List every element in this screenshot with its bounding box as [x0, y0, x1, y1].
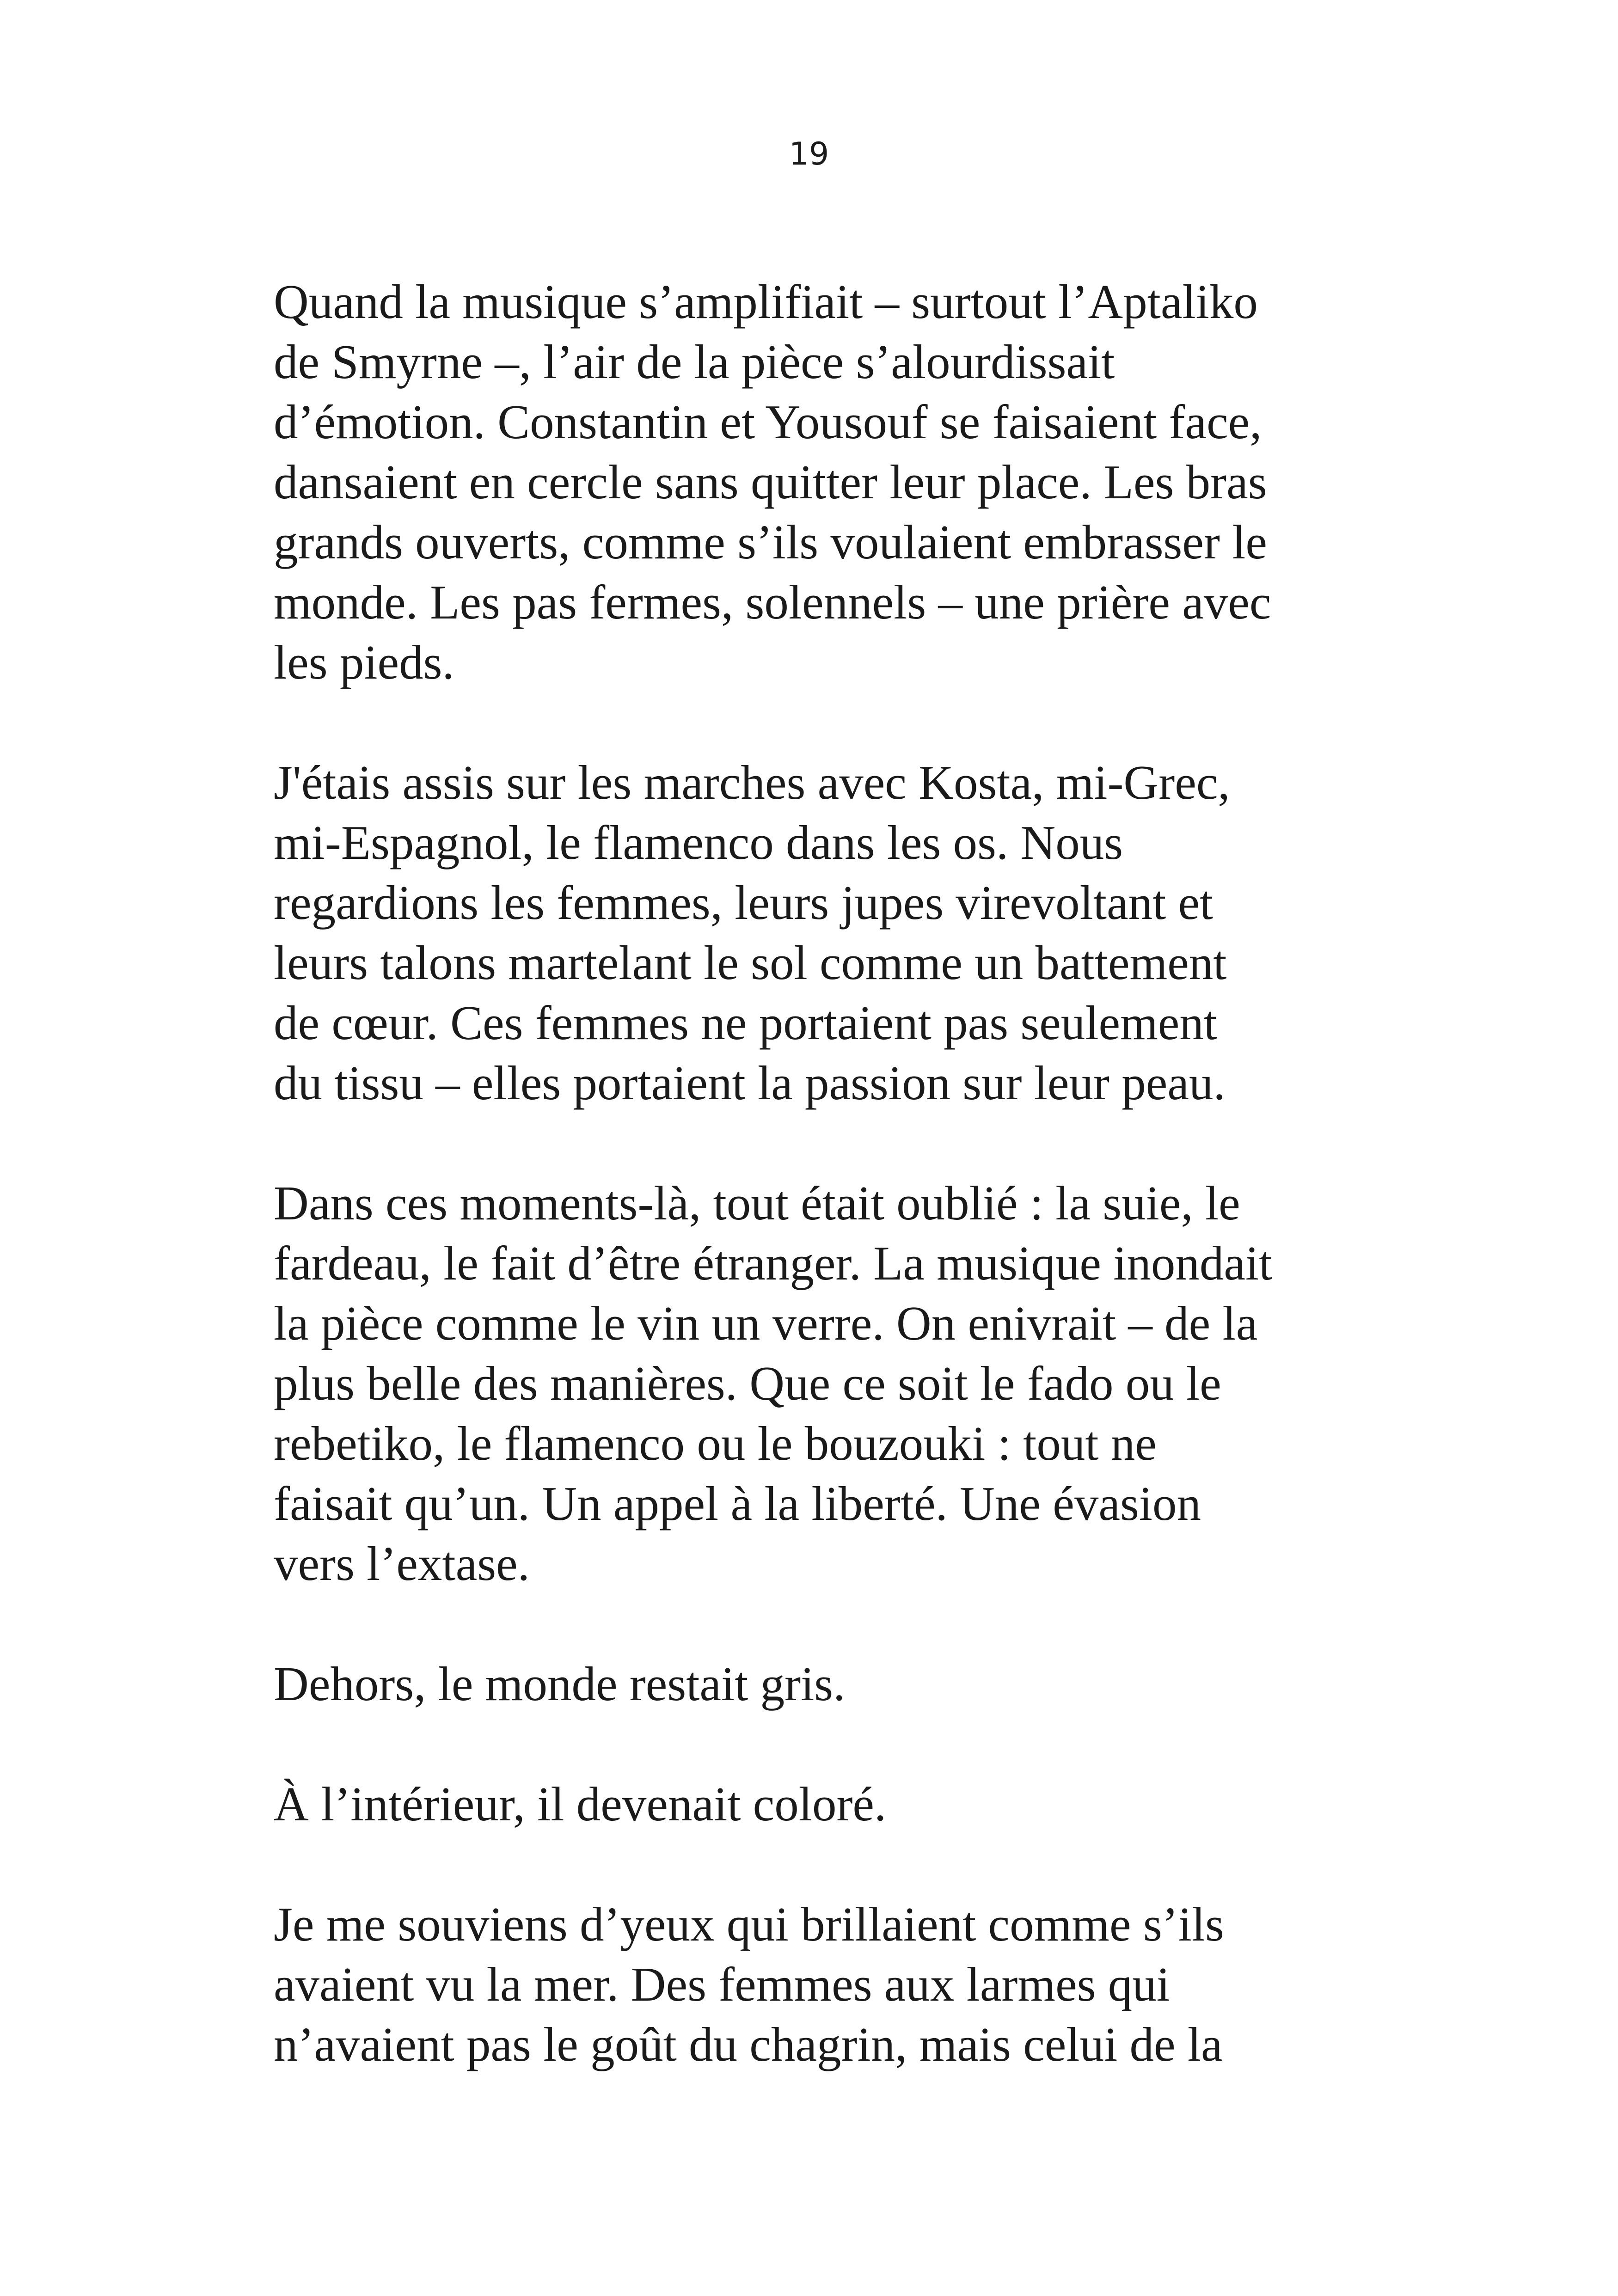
- text-line: la pièce comme le vin un verre. On enivrait – de la: [274, 1296, 1258, 1350]
- text-line: Je me souviens d’yeux qui brillaient comme s’ils: [274, 1897, 1224, 1951]
- text-line: Quand la musique s’amplifiait – surtout l’Aptaliko: [274, 275, 1258, 329]
- text-line: regardions les femmes, leurs jupes virevoltant et: [274, 876, 1214, 930]
- paragraph-6: [274, 1894, 1411, 2075]
- paragraph-4: [274, 1654, 1411, 1714]
- text-line: plus belle des manières. Que ce soit le fado ou le: [274, 1356, 1221, 1410]
- text-line: Dans ces moments-là, tout était oublié : la suie, le: [274, 1176, 1240, 1230]
- text-line: Dehors, le monde restait gris.: [274, 1657, 846, 1711]
- paragraph-1: [274, 272, 1411, 692]
- text-line: rebetiko, le flamenco ou le bouzouki : tout ne: [274, 1416, 1157, 1470]
- text-line: leurs talons martelant le sol comme un battement: [274, 936, 1227, 990]
- text-line: faisait qu’un. Un appel à la liberté. Une évasion: [274, 1476, 1201, 1531]
- text-line: monde. Les pas fermes, solennels – une prière avec: [274, 575, 1271, 629]
- text-line: n’avaient pas le goût du chagrin, mais celui de la: [274, 2017, 1223, 2071]
- text-line: fardeau, le fait d’être étranger. La musique inondait: [274, 1236, 1273, 1290]
- paragraph-2: [274, 753, 1411, 1113]
- body-text: [274, 272, 1411, 2135]
- text-line: du tissu – elles portaient la passion sur leur peau.: [274, 1056, 1226, 1110]
- text-line: les pieds.: [274, 635, 454, 689]
- text-line: de Smyrne –, l’air de la pièce s’alourdissait: [274, 335, 1115, 389]
- text-line: dansaient en cercle sans quitter leur place. Les bras: [274, 455, 1267, 509]
- text-line: grands ouverts, comme s’ils voulaient embrasser le: [274, 515, 1268, 569]
- text-line: vers l’extase.: [274, 1537, 530, 1591]
- text-line: d’émotion. Constantin et Yousouf se faisaient face,: [274, 395, 1262, 449]
- page-number: 19: [789, 136, 829, 172]
- text-line: J'étais assis sur les marches avec Kosta, mi-Grec,: [274, 755, 1230, 809]
- paragraph-3: [274, 1173, 1411, 1594]
- text-line: avaient vu la mer. Des femmes aux larmes qui: [274, 1957, 1170, 2011]
- text-line: de cœur. Ces femmes ne portaient pas seulement: [274, 996, 1218, 1050]
- text-line: À l’intérieur, il devenait coloré.: [274, 1777, 887, 1831]
- text-line: mi-Espagnol, le flamenco dans les os. Nous: [274, 815, 1123, 869]
- paragraph-5: [274, 1774, 1411, 1834]
